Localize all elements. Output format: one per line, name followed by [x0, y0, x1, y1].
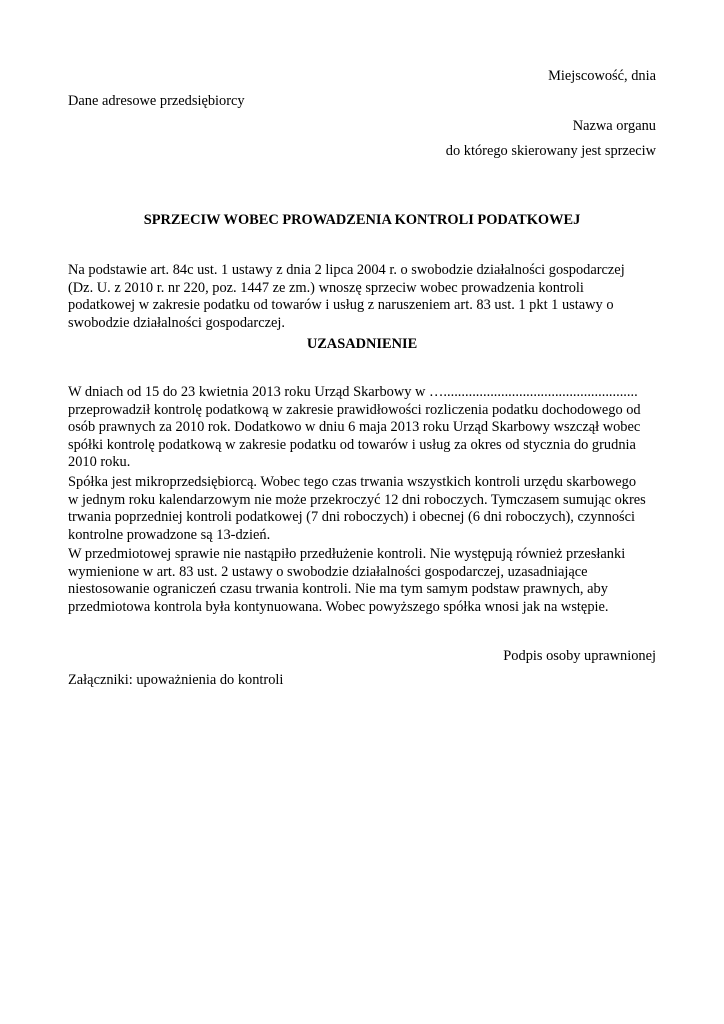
attachments-line: Załączniki: upoważnienia do kontroli	[68, 672, 284, 688]
text-line: W przedmiotowej sprawie nie nastąpiło przedłużenie kontroli. Nie występują również przesłanki	[68, 546, 626, 562]
text-line: osób prawnych za 2010 rok. Dodatkowo w dniu 6 maja 2013 roku Urząd Skarbowy wszczął wobec	[68, 419, 641, 436]
text-line: swobodzie działalności gospodarczej.	[68, 314, 285, 331]
text-line: w jednym roku kalendarzowym nie może przekroczyć 12 dni roboczych. Tymczasem sumując okres	[68, 491, 646, 508]
text-line: przedmiotowa kontrola była kontynuowana. Wobec powyższego spółka wnosi jak na wstępie.	[68, 598, 609, 615]
text-line: podatkowej w zakresie podatku od towarów i usług z naruszeniem art. 83 ust. 1 pkt 1 ustawy o	[68, 297, 614, 314]
authority-name: Nazwa organu	[572, 118, 656, 134]
text-line: Na podstawie art. 84c ust. 1 ustawy z dnia 2 lipca 2004 r. o swobodzie działalności gospodarczej	[68, 262, 625, 278]
text-line: 2010 roku.	[68, 454, 131, 471]
sender-address: Dane adresowe przedsiębiorcy	[68, 93, 245, 109]
justification-paragraph-3	[68, 546, 658, 616]
justification-paragraph-1	[68, 384, 658, 472]
signature-line: Podpis osoby uprawnionej	[503, 648, 656, 664]
authority-note: do którego skierowany jest sprzeciw	[445, 143, 656, 159]
text-line: Spółka jest mikroprzedsiębiorcą. Wobec tego czas trwania wszystkich kontroli urzędu skarbowego	[68, 474, 637, 490]
text-line: przeprowadził kontrolę podatkową w zakresie prawidłowości rozliczenia podatku dochodowego od	[68, 401, 641, 418]
text-line: kontrolne prowadzone są 13-dzień.	[68, 526, 271, 543]
text-line: trwania poprzedniej kontroli podatkowej (7 dni roboczych) i obecnej (6 dni roboczych), czynności	[68, 509, 636, 526]
text-line: wymienione w art. 83 ust. 2 ustawy o swobodzie działalności gospodarczej, uzasadniające	[68, 563, 588, 580]
text-line: W dniach od 15 do 23 kwietnia 2013 roku Urząd Skarbowy w …......................................................	[68, 384, 638, 400]
justification-heading: UZASADNIENIE	[306, 336, 418, 352]
intro-paragraph	[68, 262, 658, 332]
place-date-line: Miejscowość, dnia	[548, 68, 656, 84]
text-line: spółki kontrolę podatkową w zakresie podatku od towarów i usług za okres od stycznia do grudnia	[68, 436, 636, 453]
justification-paragraph-2	[68, 474, 658, 544]
document-title: SPRZECIW WOBEC PROWADZENIA KONTROLI PODATKOWEJ	[143, 212, 581, 228]
text-line: niestosowanie ograniczeń czasu trwania kontroli. Nie ma tym samym podstaw prawnych, aby	[68, 581, 608, 598]
text-line: (Dz. U. z 2010 r. nr 220, poz. 1447 ze zm.) wnoszę sprzeciw wobec prowadzenia kontroli	[68, 279, 584, 296]
